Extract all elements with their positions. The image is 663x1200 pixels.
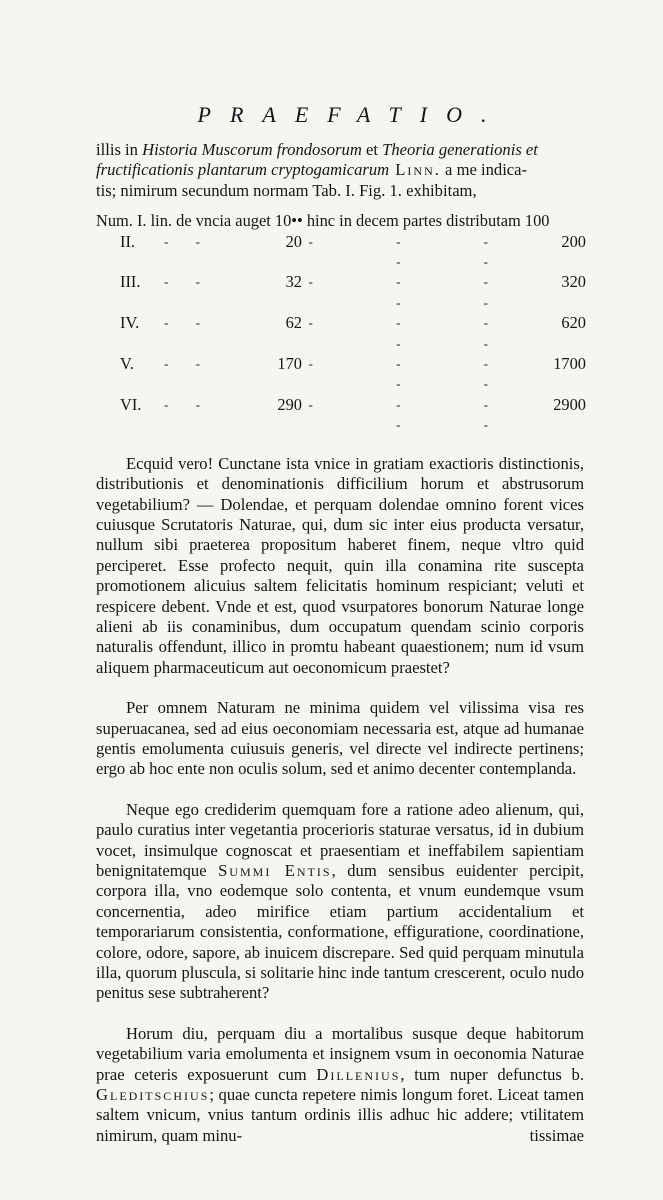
intro-line-1 — [96, 140, 584, 160]
page-body — [96, 140, 584, 1146]
row-dots: - - - - - — [308, 396, 528, 433]
paragraph-text: , tum nuper defunctus b. — [400, 1064, 584, 1084]
intro-line-3: tis; nimirum secundum normam Tab. I. Fig. 1. exhibitam, — [96, 180, 477, 200]
intro-text: a me indica- — [440, 160, 528, 180]
table-row — [96, 211, 586, 231]
intro-text: et — [361, 140, 383, 159]
row-mid-value: 170 — [277, 354, 302, 374]
paragraph-text: ; quae cuncta repetere nimis longum foret. Liceat tamen saltem vnicum, vnius tantum ordinis illis adhuc hic addere; vtilitatem nimirum, quam minu- — [96, 1085, 584, 1145]
catchword: tissimae — [529, 1126, 584, 1145]
table-row — [96, 395, 586, 436]
row-mid-value: 290 — [277, 394, 302, 414]
row-mid-value: 20 — [285, 231, 302, 251]
row-label: VI. — [120, 394, 142, 414]
row-dots: - - — [164, 233, 212, 249]
paragraph-text: Neque ego crediderim quemquam fore a ratione adeo alienum, qui, paulo curatius inter vegetantia procerioris staturae versatus, id in dubium vocet, insimulque cognoscat et praesentiam et ineffabilem sapientiam benignitatemque — [96, 799, 584, 880]
row-result: 1700 — [553, 354, 586, 374]
row-mid-value: 32 — [285, 272, 302, 292]
row-label: V. — [120, 354, 134, 374]
row-dots: - - - - - — [308, 315, 528, 351]
row-dots: - - — [164, 396, 212, 412]
row-dots: - - — [164, 356, 212, 372]
intro-italic: Theoria generationis et — [382, 140, 538, 159]
paragraph-text: , dum sensibus euidenter percipit, corpora illa, vno eodemque solo contenta, et vnum eundemque vsum concernentia, adeo mirifice etiam partium accidentalium et temporariarum consistentia, conformatione, effiguratione, coordinatione, colore, odore, sapore, ab inuicem discrepare. Sed quid perquam minutula illa, quorum pluscula, si solitarie hinc inde tantum crescerent, oculo nudo penitus sese subtraherent? — [96, 861, 584, 1003]
row-label: IV. — [120, 313, 140, 333]
row-result: 200 — [561, 231, 586, 251]
page-header: PRAEFATIO. — [197, 102, 506, 127]
row-dots: - - - - - — [308, 274, 528, 310]
row-dots: - - - - - — [308, 233, 528, 270]
paragraph-1: Ecquid vero! Cunctane ista vnice in gratiam exactioris distinctionis, distributionis et denominationis difficilium horum et abstrusorum vegetabilium? — Dolendae, et perquam dolendae omnino forent vices cuiusque Scrutatoris Naturae, qui, dum sic inter eius producta versatur, nullum sibi praeterea propositum haberet finem, neque vltro quid perciperet. Esse profecto nequit, quin illa conamina rite suscepta promotionem alicuius saltem felicitatis hominum respiciant; veluti et respicere debent. Vnde et est, quod vsurpatores bonorum Naturae longe alieni ab iis conaminibus, dum occupatum quendam scinio corporis naturalis offendunt, illico in promtu habeant quaestionem; num id vsum aliquem pharmaceuticum aut oeconomicum praestet? — [96, 453, 584, 677]
row-dots: - - — [164, 274, 212, 290]
paragraph-text: Horum diu, perquam diu a mortalibus susque deque habitorum vegetabilium varia emolumenta et insignem vsum in oeconomia Naturae prae ceteris exposuerunt cum — [96, 1023, 584, 1084]
table-row — [96, 354, 586, 395]
row-result: 620 — [561, 313, 586, 333]
intro-italic: fructificationis plantarum cryptogamicarum — [96, 160, 390, 180]
intro-text: illis in — [96, 140, 143, 159]
row-mid-value: 62 — [285, 313, 302, 333]
table-row — [96, 313, 586, 354]
row-result: 2900 — [553, 394, 586, 414]
paragraph-smallcaps: Dillenius — [316, 1064, 401, 1084]
paragraph-2: Per omnem Naturam ne minima quidem vel vilissima visa res superuacanea, sed ad eius oeconomiam necessaria est, atque ad humanae gentis emolumenta cuiusuis generis, vel directe vel indirecte pertinens; ergo ab hoc ente non oculis solum, sed et animo decenter contemplanda. — [96, 698, 584, 779]
paragraph-smallcaps: Gleditschius — [96, 1085, 210, 1105]
row-label: III. — [120, 272, 141, 292]
table-first-line: Num. I. lin. de vncia auget 10•• hinc in decem partes distributam 100 — [96, 211, 550, 231]
row-dots: - - — [164, 315, 212, 331]
paragraph-3 — [96, 800, 584, 1004]
measure-table — [96, 211, 586, 435]
intro-smallcaps: Linn. — [389, 160, 441, 180]
table-row — [96, 272, 586, 313]
table-row — [96, 232, 586, 273]
intro-italic: Historia Muscorum frondosorum — [142, 140, 362, 159]
intro-line-2 — [96, 160, 584, 180]
row-dots: - - - - - — [308, 356, 528, 392]
row-result: 320 — [561, 272, 586, 292]
row-label: II. — [120, 231, 136, 251]
paragraph-smallcaps: Summi Entis — [218, 861, 332, 880]
